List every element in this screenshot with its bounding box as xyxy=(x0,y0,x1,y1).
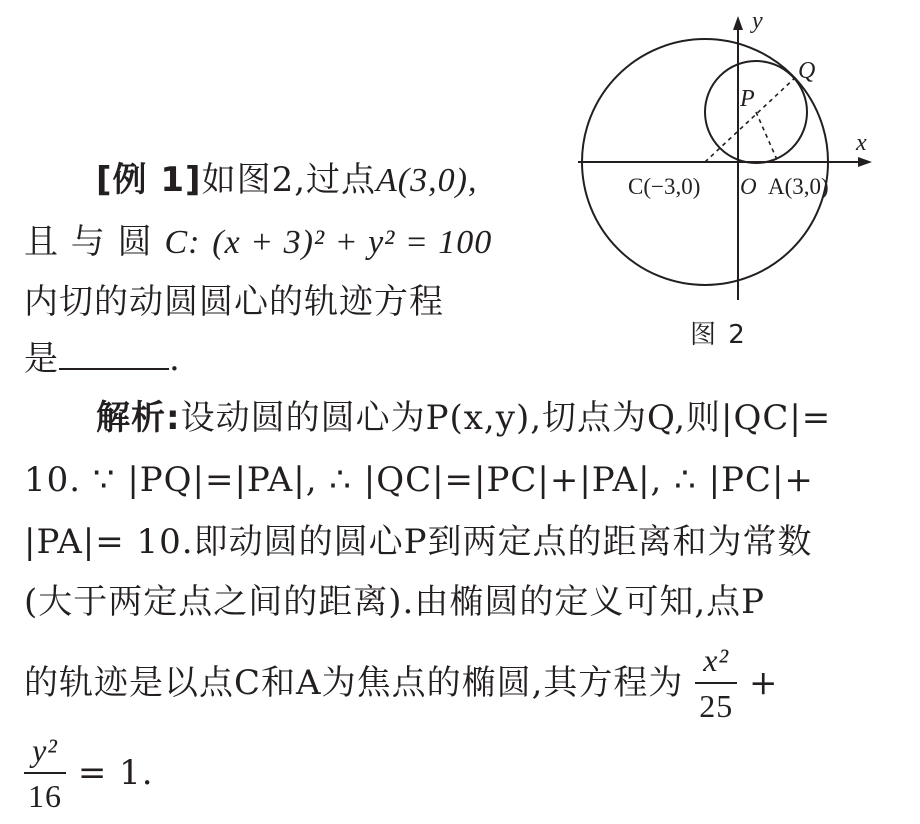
fraction-denominator: 25 xyxy=(699,688,734,724)
label-a: A(3,0) xyxy=(768,174,829,199)
example-text-3: 内切的动圆圆心的轨迹方程 xyxy=(24,282,444,322)
figure-caption: 图 2 xyxy=(690,320,747,350)
example-label: [例 1] xyxy=(96,160,202,200)
example-text-1: 如图2,过点 xyxy=(201,160,377,200)
solution-line-3 xyxy=(24,522,812,562)
label-o: O xyxy=(740,174,757,199)
solution-text-2: 10. ∵ |PQ|=|PA|, ∴ |QC|=|PC|+|PA|, ∴ |PC|+ xyxy=(24,460,814,500)
solution-line-2 xyxy=(24,460,814,500)
solution-text-5: 的轨迹是以点C和A为焦点的椭圆,其方程为 xyxy=(24,663,684,703)
label-y: y xyxy=(752,8,763,34)
example-line-3 xyxy=(24,282,444,322)
fraction-x2-25 xyxy=(695,640,737,726)
solution-line-1 xyxy=(96,398,831,438)
circle-c: C: xyxy=(164,224,201,261)
label-q: Q xyxy=(798,58,816,84)
example-line-1 xyxy=(96,160,477,201)
fraction-denominator: 16 xyxy=(28,778,62,814)
example-text-2: 且 与 圆 xyxy=(24,222,153,262)
fraction-bar xyxy=(695,682,737,684)
solution-line-6 xyxy=(24,730,154,816)
fraction-y2-16 xyxy=(24,730,66,816)
fraction-bar xyxy=(24,772,66,774)
fraction-numerator: x² xyxy=(703,642,730,678)
label-p: P xyxy=(740,86,755,112)
answer-blank xyxy=(59,338,169,370)
dashed-pa xyxy=(756,112,778,162)
example-line-4 xyxy=(24,338,181,379)
solution-text-3: |PA|= 10.即动圆的圆心P到两定点的距离和为常数 xyxy=(24,522,813,562)
point-a: A(3,0), xyxy=(376,162,478,199)
x-axis-arrow xyxy=(858,157,872,167)
label-x: x xyxy=(856,130,867,156)
solution-text-4: (大于两定点之间的距离).由椭圆的定义可知,点P xyxy=(24,582,766,622)
circle-equation: (x + 3)² + y² = 100 xyxy=(212,224,493,261)
solution-label: 解析: xyxy=(96,398,181,438)
example-line-2 xyxy=(24,222,492,263)
solution-line-5 xyxy=(24,640,779,726)
fraction-numerator: y² xyxy=(32,732,58,768)
plus-sign: + xyxy=(749,663,779,703)
equals-one: = 1. xyxy=(77,753,154,793)
y-axis-arrow xyxy=(733,16,743,30)
solution-line-4 xyxy=(24,582,765,622)
solution-text-1: 设动圆的圆心为P(x,y),切点为Q,则|QC|= xyxy=(180,398,832,438)
label-c: C(−3,0) xyxy=(628,174,701,199)
figure-diagram xyxy=(560,0,900,312)
example-text-4: 是 xyxy=(24,339,59,379)
example-end: . xyxy=(169,339,181,379)
